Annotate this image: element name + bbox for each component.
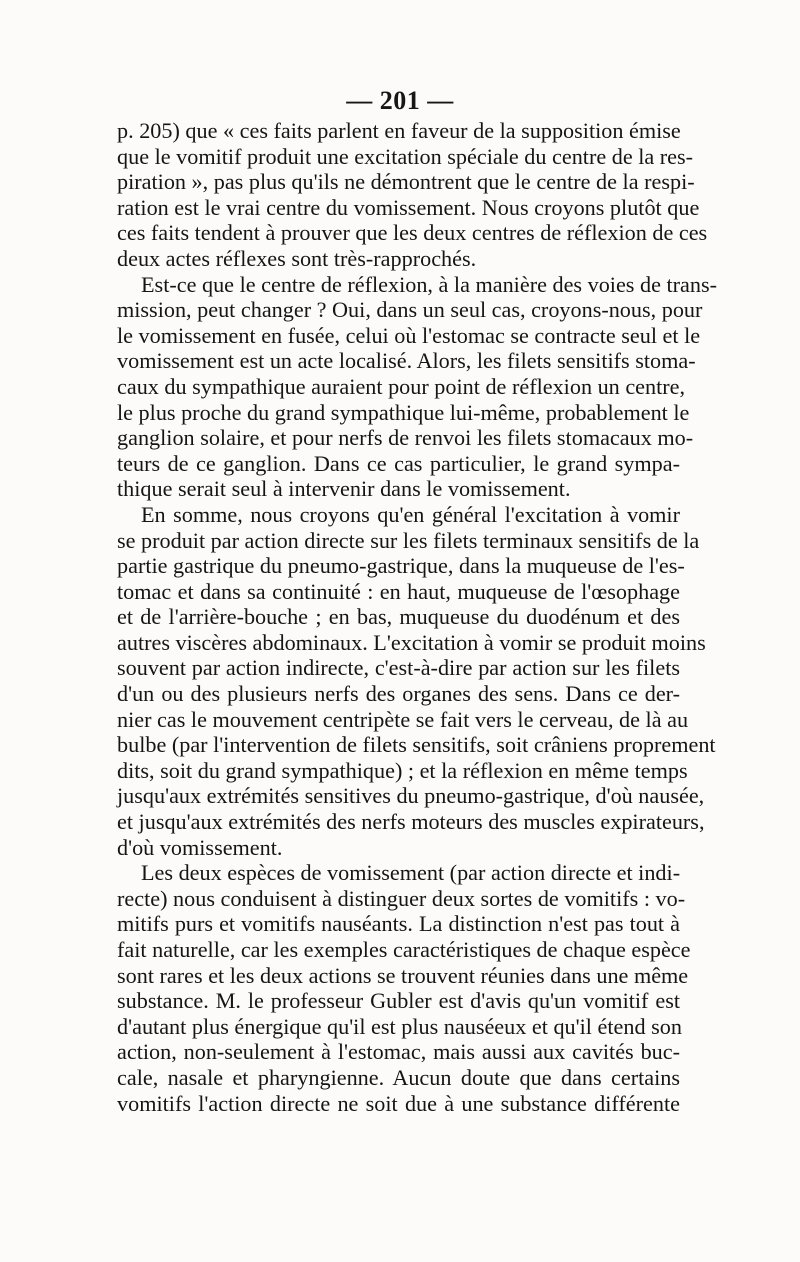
text-line: mission, peut changer ? Oui, dans un seul cas, croyons-nous, pour — [117, 297, 703, 323]
text-line: d'un ou des plusieurs nerfs des organes des sens. Dans ce der- — [117, 681, 680, 707]
text-line: souvent par action indirecte, c'est-à-dire par action sur les filets — [117, 655, 680, 681]
text-line: ces faits tendent à prouver que les deux centres de réflexion de ces — [117, 220, 708, 246]
text-line: deux actes réflexes sont très-rapprochés. — [117, 245, 477, 271]
text-line: et de l'arrière-bouche ; en bas, muqueuse du duodénum et des — [117, 604, 680, 630]
text-line: autres viscères abdominaux. L'excitation à vomir se produit moins — [117, 629, 706, 655]
text-line: thique serait seul à intervenir dans le vomissement. — [117, 476, 571, 502]
text-line: ganglion solaire, et pour nerfs de renvoi les filets stomacaux mo- — [117, 425, 694, 451]
text-line: mitifs purs et vomitifs nauséants. La distinction n'est pas tout à — [117, 911, 680, 937]
text-line: piration », pas plus qu'ils ne démontrent que le centre de la respi- — [117, 169, 695, 195]
text-line: tomac et dans sa continuité : en haut, muqueuse de l'œsophage — [117, 578, 680, 604]
text-line: et jusqu'aux extrémités des nerfs moteurs des muscles expirateurs, — [117, 809, 705, 835]
text-line: caux du sympathique auraient pour point de réflexion un centre, — [117, 373, 686, 399]
text-line: fait naturelle, car les exemples caractéristiques de chaque espèce — [117, 937, 691, 962]
text-line: sont rares et les deux actions se trouvent réunies dans une même — [117, 962, 689, 988]
text-line: se produit par action directe sur les filets terminaux sensitifs de la — [117, 527, 700, 553]
text-line: En somme, nous croyons qu'en général l'excitation à vomir — [141, 501, 680, 527]
text-line: nier cas le mouvement centripète se fait vers le cerveau, de là au — [117, 706, 689, 732]
text-line: substance. M. le professeur Gubler est d'avis qu'un vomitif est — [117, 988, 680, 1014]
text-line: Les deux espèces de vomissement (par action directe et indi- — [141, 860, 681, 886]
text-line: dits, soit du grand sympathique) ; et la réflexion en même temps — [117, 757, 688, 783]
text-line: partie gastrique du pneumo-gastrique, dans la muqueuse de l'es- — [117, 553, 685, 579]
text-line: cale, nasale et pharyngienne. Aucun doute que dans certains — [117, 1064, 680, 1090]
text-line: d'où vomissement. — [117, 834, 283, 860]
text-line: le vomissement en fusée, celui où l'estomac se contracte seul et le — [117, 322, 701, 348]
text-line: p. 205) que « ces faits parlent en faveur de la supposition émise — [117, 118, 681, 143]
text-line: ration est le vrai centre du vomissement. Nous croyons plutôt que — [117, 194, 700, 220]
text-line: le plus proche du grand sympathique lui-même, probablement le — [117, 399, 690, 425]
page-number: — 201 — — [346, 86, 454, 115]
text-line: que le vomitif produit une excitation spéciale du centre de la res- — [117, 143, 694, 169]
text-line: d'autant plus énergique qu'il est plus nauséeux et qu'il étend son — [117, 1013, 682, 1039]
text-line: action, non-seulement à l'estomac, mais aussi aux cavités buc- — [117, 1039, 680, 1065]
body-text — [117, 118, 717, 1116]
text-line: vomissement est un acte localisé. Alors, les filets sensitifs stoma- — [117, 348, 696, 374]
text-line: bulbe (par l'intervention de filets sensitifs, soit crâniens proprement — [117, 732, 716, 758]
text-line: recte) nous conduisent à distinguer deux sortes de vomitifs : vo- — [117, 885, 686, 911]
text-line: vomitifs l'action directe ne soit due à une substance différente — [117, 1090, 680, 1116]
text-line: jusqu'aux extrémités sensitives du pneumo-gastrique, d'où nausée, — [117, 783, 705, 809]
text-line: teurs de ce ganglion. Dans ce cas particulier, le grand sympa- — [117, 450, 680, 476]
text-line: Est-ce que le centre de réflexion, à la manière des voies de trans- — [141, 271, 717, 297]
